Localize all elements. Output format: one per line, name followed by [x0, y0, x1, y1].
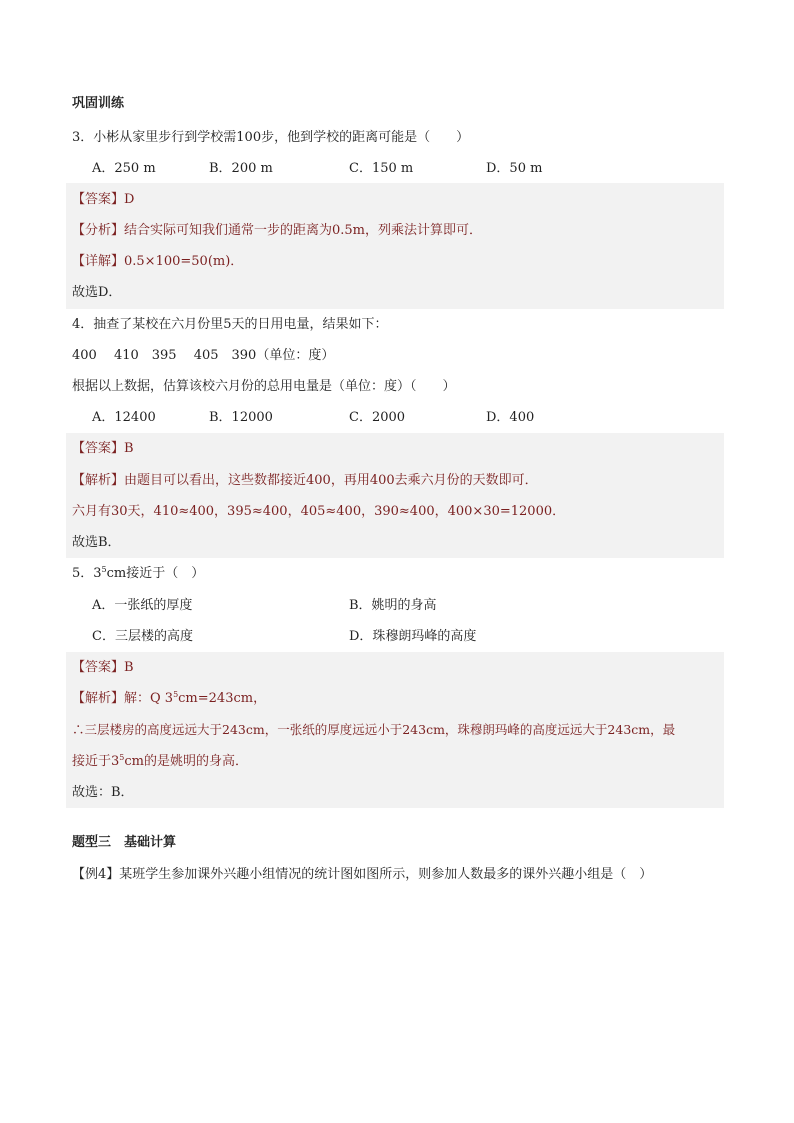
q3-option-d: D．50 m: [486, 161, 543, 176]
q5-stem-prefix: 5．3: [72, 566, 102, 581]
q5-stem-suffix: cm接近于（ ）: [106, 566, 205, 581]
q5-option-b: B．姚明的身高: [349, 598, 437, 613]
q5-reason-exponent: 5: [119, 753, 125, 762]
q4-answer: 【答案】B: [72, 441, 134, 456]
q5-stem: [72, 564, 204, 584]
q4-option-c: C．2000: [349, 410, 406, 425]
q4-stem: 4．抽查了某校在六月份里5天的日用电量，结果如下：: [72, 317, 388, 332]
q5-analysis-exponent: 5: [173, 690, 179, 699]
q3-option-c: C．150 m: [349, 161, 414, 176]
q4-data-line: 400 410 395 405 390（单位：度）: [72, 348, 335, 363]
q5-stem-exponent: 5: [101, 565, 107, 574]
q3-analysis: 【分析】结合实际可知我们通常一步的距离为0.5m，列乘法计算即可．: [72, 223, 483, 238]
section2-heading: 题型三 基础计算: [72, 835, 177, 850]
q4-question: 根据以上数据，估算该校六月份的总用电量是（单位：度）（ ）: [72, 379, 456, 394]
q5-option-c: C．三层楼的高度: [92, 629, 193, 644]
q3-stem: 3．小彬从家里步行到学校需100步，他到学校的距离可能是（ ）: [72, 130, 470, 145]
q3-answer: 【答案】D: [72, 192, 135, 207]
q4-calculation: 六月有30天，410≈400，395≈400，405≈400，390≈400，400×30=12000．: [72, 504, 566, 519]
q5-option-d: D．珠穆朗玛峰的高度: [349, 629, 477, 644]
q4-conclusion: 故选B．: [72, 535, 121, 550]
q4-option-a: A．12400: [92, 410, 156, 425]
q5-option-a: A．一张纸的厚度: [92, 598, 193, 613]
q3-conclusion: 故选D．: [72, 285, 122, 300]
example4-stem: 【例4】某班学生参加课外兴趣小组情况的统计图如图所示，则参加人数最多的课外兴趣小组是（ ）: [72, 867, 653, 882]
q5-conclusion: 故选：B．: [72, 785, 134, 800]
q5-analysis-suffix: cm=243cm，: [178, 691, 267, 706]
q4-option-b: B．12000: [209, 410, 273, 425]
q5-answer: 【答案】B: [72, 660, 134, 675]
q4-option-d: D．400: [486, 410, 535, 425]
q4-analysis: 【解析】由题目可以看出，这些数都接近400，再用400去乘六月份的天数即可．: [72, 473, 538, 488]
q3-option-a: A．250 m: [92, 161, 156, 176]
q5-analysis-prefix: 【解析】解：Q 3: [72, 691, 174, 706]
q5-reason-line-1: ∴三层楼房的高度远远大于243cm，一张纸的厚度远远小于243cm，珠穆朗玛峰的高度远远大于243cm，最: [72, 722, 676, 737]
q4-solution-block: [66, 433, 724, 558]
q3-option-b: B．200 m: [209, 161, 273, 176]
q5-reason-line-2: [72, 752, 248, 772]
section-heading: 巩固训练: [72, 96, 125, 111]
q5-reason-prefix: 接近于3: [72, 754, 120, 769]
q3-solution-block: [66, 183, 724, 309]
q3-detail: 【详解】0.5×100=50(m)．: [72, 254, 244, 269]
q5-analysis: [72, 689, 266, 709]
q5-reason-suffix: cm的是姚明的身高．: [124, 754, 248, 769]
